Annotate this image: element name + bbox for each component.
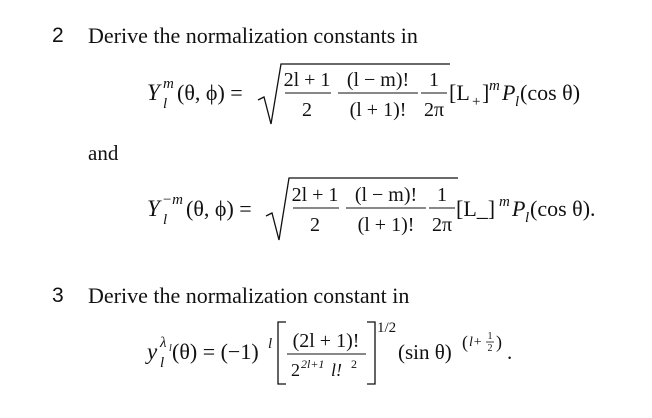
eq1-op-close: ] bbox=[482, 80, 490, 105]
equation-y-minus-m bbox=[0, 170, 652, 242]
eq2-op-sup: m bbox=[499, 194, 510, 210]
eq3-y-sub-l: l bbox=[160, 355, 165, 371]
eq3-exp-close: ) bbox=[496, 332, 502, 352]
eq3-lhs: (θ) = (−1) bbox=[172, 339, 259, 364]
eq1-Y: Y bbox=[147, 80, 160, 105]
problem-2-number: 2 bbox=[52, 24, 64, 47]
eq3-y: y bbox=[147, 339, 158, 364]
eq3-period: . bbox=[507, 340, 513, 364]
eq1-frac1-num: 2l + 1 bbox=[283, 69, 331, 91]
eq1-args: (θ, ϕ) = bbox=[177, 80, 243, 105]
problem-2-text: Derive the normalization constants in bbox=[88, 23, 418, 48]
eq1-frac3-num: 1 bbox=[429, 69, 439, 91]
eq2-sub-l: l bbox=[163, 212, 168, 228]
eq3-left-bracket bbox=[278, 322, 286, 384]
eq1-frac1-den: 2 bbox=[302, 99, 312, 121]
eq2-op: [L_] bbox=[456, 196, 496, 221]
eq3-exp-frac-den: 2 bbox=[487, 343, 493, 354]
eq2-sup-minus-m: −m bbox=[162, 192, 183, 208]
eq3-den-rest: l! bbox=[331, 360, 342, 380]
equation-y-plus-m bbox=[0, 58, 652, 128]
eq2-frac2-den: (l + 1)! bbox=[357, 214, 415, 236]
eq1-frac3-den: 2π bbox=[423, 99, 445, 121]
eq3-den-exp: 2l+1 bbox=[301, 357, 325, 371]
eq3-lhs-sup-l: l bbox=[268, 336, 273, 352]
connector-and: and bbox=[88, 141, 119, 165]
eq3-right-bracket bbox=[367, 322, 375, 384]
eq1-tail: (cos θ) bbox=[520, 80, 581, 105]
eq1-P-sub: l bbox=[515, 94, 520, 110]
eq2-args: (θ, ϕ) = bbox=[186, 196, 252, 221]
eq2-Y: Y bbox=[147, 196, 160, 221]
eq3-frac-num: (2l + 1)! bbox=[292, 330, 360, 352]
eq2-tail: (cos θ). bbox=[530, 196, 596, 221]
eq3-exp-open: ( bbox=[462, 332, 468, 352]
eq1-op-sub: + bbox=[472, 94, 481, 110]
equation-y-lambda bbox=[0, 312, 652, 392]
eq2-frac1-num: 2l + 1 bbox=[291, 184, 339, 206]
eq2-frac3-num: 1 bbox=[437, 184, 447, 206]
eq1-op-open: [L bbox=[449, 80, 470, 105]
eq3-sin: (sin θ) bbox=[398, 340, 452, 364]
eq3-den-exp2: 2 bbox=[351, 357, 357, 371]
eq2-P: P bbox=[512, 196, 526, 221]
problem-3-text: Derive the normalization constant in bbox=[88, 283, 410, 308]
eq2-frac3-den: 2π bbox=[431, 214, 453, 236]
eq3-exp-l: l+ bbox=[469, 335, 483, 350]
eq3-y-sup-sub-l: l bbox=[169, 343, 172, 354]
eq1-sub-l: l bbox=[163, 96, 168, 112]
eq2-frac1-den: 2 bbox=[310, 214, 320, 236]
eq1-frac2-den: (l + 1)! bbox=[349, 99, 407, 121]
eq3-den-base: 2 bbox=[291, 360, 300, 380]
eq3-outer-exp: 1/2 bbox=[377, 320, 397, 336]
eq1-sup-m: m bbox=[163, 76, 174, 92]
eq2-frac2-num: (l − m)! bbox=[354, 184, 418, 206]
eq2-P-sub: l bbox=[525, 210, 530, 226]
eq1-op-sup: m bbox=[489, 78, 500, 94]
problem-3-number: 3 bbox=[52, 284, 64, 307]
eq1-frac2-num: (l − m)! bbox=[346, 69, 410, 91]
eq1-P: P bbox=[502, 80, 516, 105]
eq3-y-sup-lambda: λ bbox=[160, 335, 167, 351]
eq3-exp-frac-num: 1 bbox=[487, 331, 493, 342]
